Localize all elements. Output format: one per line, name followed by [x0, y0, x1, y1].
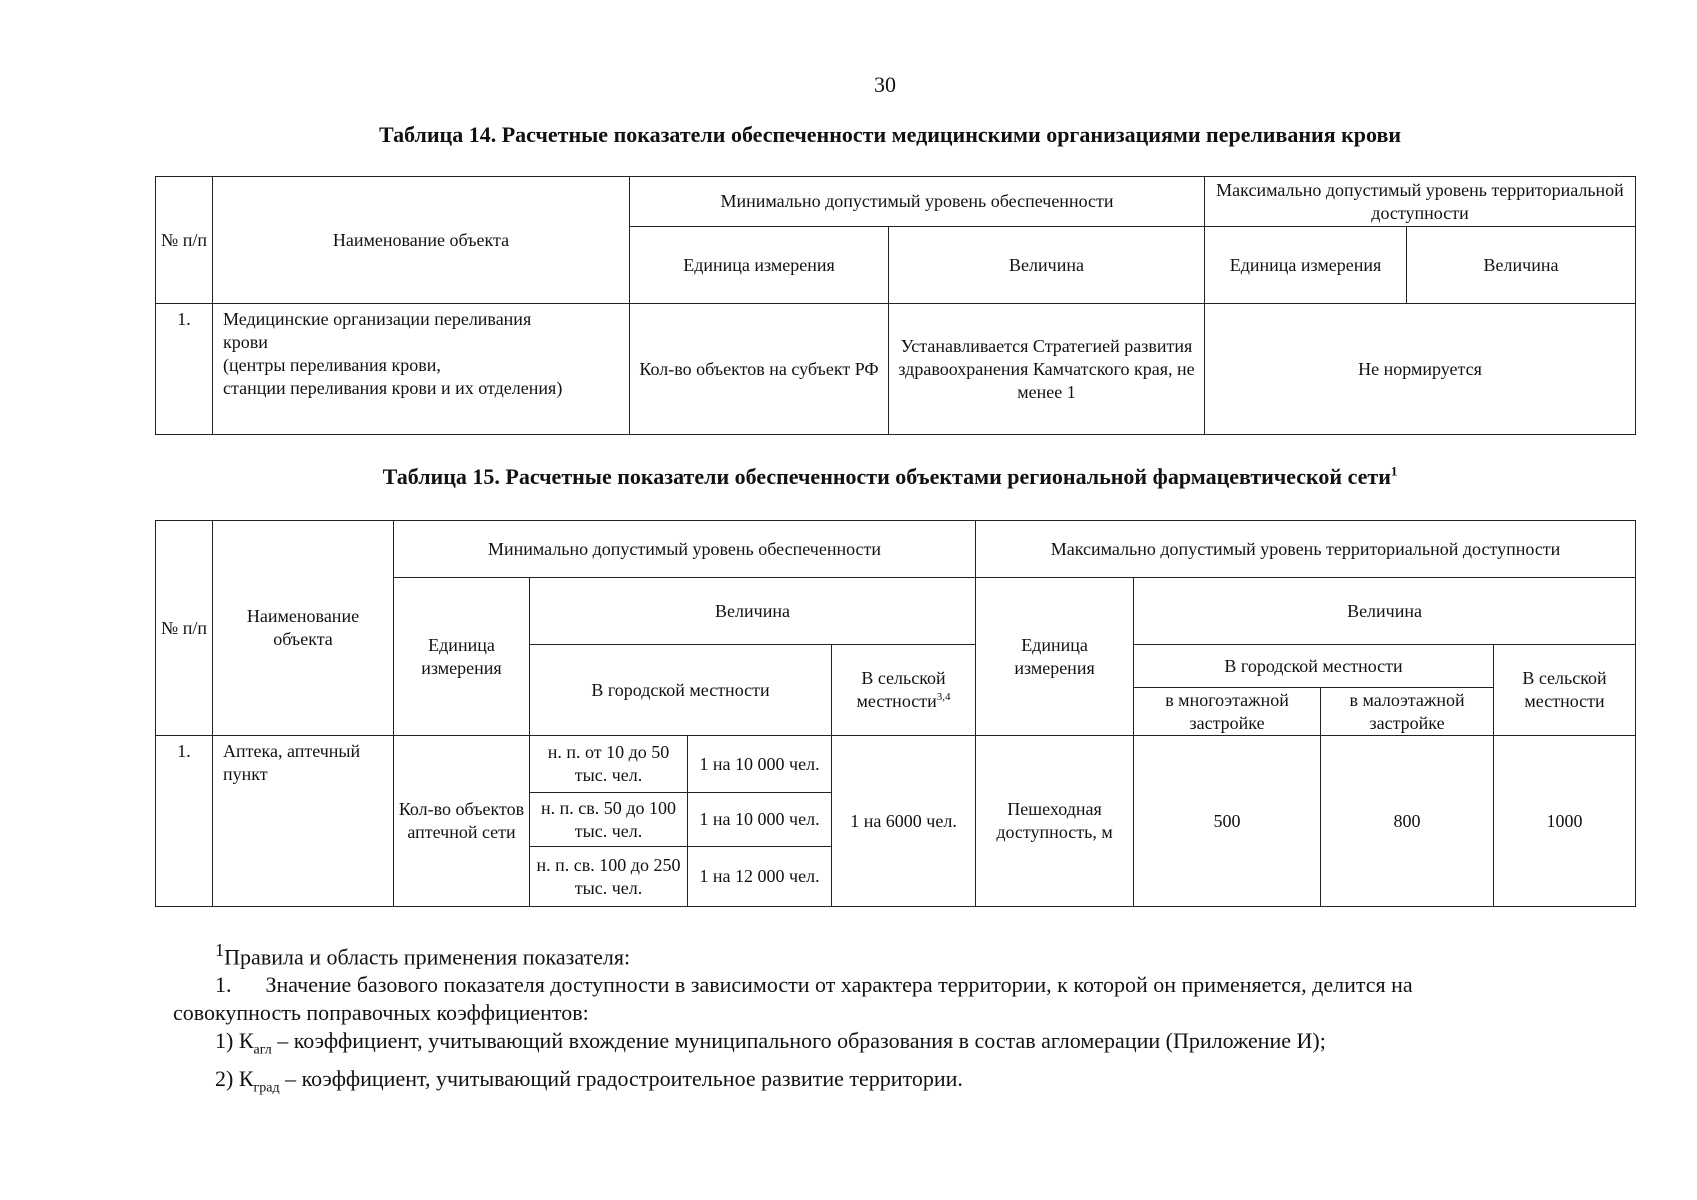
row-num: 1. — [156, 304, 213, 435]
notes-title: Правила и область применения показателя: — [224, 944, 631, 970]
k1-text: – коэффициент, учитывающий вхождение муниципального образования в состав агломерации (Приложение И); — [271, 1028, 1326, 1054]
footnotes — [173, 936, 1643, 1102]
header-low: в малоэтажной застройке — [1321, 688, 1494, 736]
header-num: № п/п — [156, 177, 213, 304]
sub-row-norm: 1 на 12 000 чел. — [688, 847, 832, 907]
header-unit: Единица измерения — [630, 227, 889, 304]
header-unit-2: Единица измерения — [976, 578, 1134, 736]
row-name: Аптека, аптечный пункт — [213, 736, 394, 907]
header-rural-sup: 3,4 — [936, 691, 951, 703]
table-14 — [155, 176, 1636, 435]
header-num: № п/п — [156, 521, 213, 736]
caption-text: Таблица 15. Расчетные показатели обеспеченности объектами региональной фармацевтической сети — [382, 464, 1391, 489]
notes-item-1-text: Значение базового показателя доступности в зависимости от характера территории, к которой он применяется, делится на — [265, 972, 1413, 998]
table-14-caption: Таблица 14. Расчетные показатели обеспеченности медицинскими организациями переливания крови — [378, 122, 1402, 147]
row-name-line: станции переливания крови и их отделения) — [223, 378, 563, 398]
row-num: 1. — [156, 736, 213, 907]
row-rural-2: 1000 — [1494, 736, 1636, 907]
row-value: Устанавливается Стратегией развития здравоохранения Камчатского края, не менее 1 — [889, 304, 1205, 435]
k2-sub: град — [253, 1080, 280, 1096]
header-rural-2: В сельской местности — [1494, 645, 1636, 736]
row-low: 800 — [1321, 736, 1494, 907]
header-urban: В городской местности — [530, 645, 832, 736]
page-number: 30 — [874, 72, 896, 97]
notes-item-1-cont: совокупность поправочных коэффициентов: — [173, 1000, 589, 1026]
header-value-2: Величина — [1134, 578, 1636, 645]
header-max-level: Максимально допустимый уровень территориальной доступности — [976, 521, 1636, 578]
footnote-marker: 1 — [1390, 463, 1398, 479]
row-name-line: (центры переливания крови, — [223, 355, 441, 375]
row-name — [213, 304, 630, 435]
header-rural-text: В сельской местности — [856, 668, 946, 711]
row-access-unit: Пешеходная доступность, м — [976, 736, 1134, 907]
notes-item-1 — [173, 971, 1643, 999]
header-rural — [832, 645, 976, 736]
table-15-caption — [0, 464, 1697, 490]
notes-k2 — [173, 1065, 1643, 1102]
sub-row-range: н. п. св. 100 до 250 тыс. чел. — [530, 847, 688, 907]
row-name-line: крови — [223, 332, 268, 352]
header-value-2: Величина — [1407, 227, 1636, 304]
sub-row-norm: 1 на 10 000 чел. — [688, 793, 832, 847]
row-max: Не нормируется — [1205, 304, 1636, 435]
header-urban-2: В городской местности — [1134, 645, 1494, 688]
header-unit: Единица измерения — [394, 578, 530, 736]
notes-title-line — [173, 936, 1643, 971]
sub-row-norm: 1 на 10 000 чел. — [688, 736, 832, 793]
header-min-level: Минимально допустимый уровень обеспеченности — [394, 521, 976, 578]
sub-row-range: н. п. св. 50 до 100 тыс. чел. — [530, 793, 688, 847]
header-value: Величина — [530, 578, 976, 645]
footnote-marker: 1 — [215, 940, 225, 960]
row-name-line: Медицинские организации переливания — [223, 309, 532, 329]
row-multi: 500 — [1134, 736, 1321, 907]
row-unit: Кол-во объектов аптечной сети — [394, 736, 530, 907]
header-unit-2: Единица измерения — [1205, 227, 1407, 304]
k2-text: – коэффициент, учитывающий градостроительное развитие территории. — [279, 1065, 963, 1091]
header-name: Наименование объекта — [213, 177, 630, 304]
k1-prefix: 1) К — [215, 1028, 254, 1054]
sub-row-range: н. п. от 10 до 50 тыс. чел. — [530, 736, 688, 793]
k1-sub: агл — [253, 1042, 272, 1058]
header-multi: в многоэтажной застройке — [1134, 688, 1321, 736]
row-unit: Кол-во объектов на субъект РФ — [630, 304, 889, 435]
header-value: Величина — [889, 227, 1205, 304]
row-rural: 1 на 6000 чел. — [832, 736, 976, 907]
notes-k1 — [173, 1027, 1643, 1064]
header-max-level: Максимально допустимый уровень территориальной доступности — [1205, 177, 1636, 227]
notes-item-1-num: 1. — [215, 972, 232, 998]
k2-prefix: 2) К — [215, 1065, 254, 1091]
header-name: Наименование объекта — [213, 521, 394, 736]
table-15 — [155, 520, 1636, 907]
header-min-level: Минимально допустимый уровень обеспеченности — [630, 177, 1205, 227]
